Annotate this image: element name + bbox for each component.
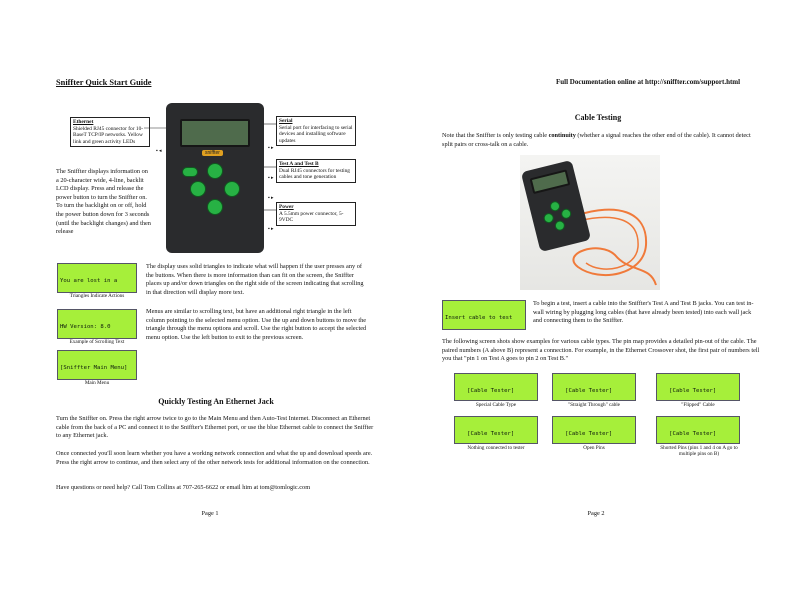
photo-button <box>560 208 572 220</box>
page1-title: Sniffter Quick Start Guide <box>56 78 152 87</box>
lcd-line: You are lost in a <box>60 277 118 284</box>
sniffter-device <box>166 103 264 253</box>
lcd-cable-screen <box>656 373 740 401</box>
lcd-line: [Cable Tester] <box>457 387 515 394</box>
test-b-marker: ▪ ▸ <box>268 196 274 201</box>
screen-caption: Special Cable Type <box>475 402 517 408</box>
down-button[interactable] <box>207 199 223 215</box>
note-text: (whether a signal reaches the other end of the cable). It cannot detect split pairs or cross-talk on a cable. <box>442 132 751 148</box>
power-port-marker: ▪ ▸ <box>268 227 274 232</box>
lcd-line: HW Version: 8.0 <box>60 323 111 330</box>
ethernet-callout-text: Shielded RJ45 connector for 10-BaseT TCP/IP networks. Yellow link and green activity LEDs <box>73 125 144 145</box>
lcd-main-menu <box>57 350 137 380</box>
ethernet-callout-title: Ethernet <box>73 119 94 125</box>
lcd-actions <box>57 263 137 293</box>
power-callout-text: A 5.5mm power connector, 5-9VDC <box>279 210 344 224</box>
continuity-note <box>442 132 760 149</box>
power-callout-title: Power <box>279 204 294 210</box>
lcd-cable-screen <box>454 373 538 401</box>
photo-button <box>543 212 555 224</box>
screen-caption: "Flipped" Cable <box>681 402 715 408</box>
serial-port-marker: ▪ ▸ <box>268 146 274 151</box>
serial-callout-title: Serial <box>279 118 293 124</box>
up-button[interactable] <box>207 163 223 179</box>
page2-number: Page 2 <box>587 510 605 517</box>
lcd-scrolling <box>57 309 137 339</box>
lcd-cable-screen <box>552 416 636 444</box>
help-paragraph: Have questions or need help? Call Tom Collins at 707-265-6622 or email him at tom@tomlogic.com <box>56 484 311 491</box>
photo-button <box>554 220 566 232</box>
device-logo: sniffter <box>202 150 223 156</box>
begin-paragraph: To begin a test, insert a cable into the Sniffter's Test A and Test B jacks. You can test in-wall wiring by plugging long cables (that have already been tested) into each wall jack and connecting them to the Sniffter. <box>533 300 754 325</box>
screen-caption: Open Pins <box>583 445 605 451</box>
testing-paragraph-2: Once connected you'll soon learn whether you have a working network connection and what the up and download speeds are. Press the right arrow to continue, and then select any of the other network tests for additional information on the connection. <box>56 450 373 466</box>
lcd-line: [Cable Tester] <box>457 430 515 437</box>
lcd-actions-caption: Triangles Indicate Actions <box>69 293 125 299</box>
docs-header: Full Documentation online at http://sniffter.com/support.html <box>556 78 741 86</box>
device-screen <box>180 119 250 147</box>
lcd-line: [Cable Tester] <box>659 430 717 437</box>
lcd-line: [Cable Tester] <box>659 387 717 394</box>
lcd-line: [Cable Tester] <box>555 430 613 437</box>
note-text: Note that the Sniffter is only testing cable <box>442 132 549 139</box>
cable-testing-title: Cable Testing <box>574 113 622 122</box>
power-button[interactable] <box>182 167 198 177</box>
testing-paragraph-1: Turn the Sniffter on. Press the right arrow twice to go to the Main Menu and then Auto-Test Internet. Disconnect an Ethernet cable from the back of a PC and connect it to the Sniffter's Ethernet port, or use the blue Ethernet cable to connect the Sniffter to any Ethernet jack. <box>56 415 374 440</box>
section-heading: Quickly Testing An Ethernet Jack <box>158 397 274 406</box>
screen-caption: Shorted Pins (pins 1 and 4 on A go to multiple pins on B) <box>660 445 738 458</box>
test-callout-text: Dual RJ45 connectors for testing cables and tone generation <box>279 167 350 181</box>
serial-callout-text: Serial port for interfacing to serial devices and installing software updates <box>279 124 353 144</box>
lcd-main-menu-caption: Main Menu <box>84 380 110 386</box>
page1-number: Page 1 <box>201 510 219 517</box>
lcd-cable-screen <box>552 373 636 401</box>
ethernet-port-marker: ▪ ◂ <box>156 149 162 154</box>
lcd-line: [Sniffter Main Menu] <box>60 364 128 371</box>
lcd-cable-screen <box>656 416 740 444</box>
photo-device-screen <box>530 169 571 194</box>
test-callout-title: Test A and Test B <box>279 161 319 167</box>
menus-paragraph: Menus are similar to scrolling text, but have an additional right triangle in the left column pointing to the selected menu option. Use the up and down buttons to move the triangle through the menu options and scroll. Use the right button to accept the selected menu option. Use the left button to exit to the previous screen. <box>146 308 367 341</box>
left-button[interactable] <box>190 181 206 197</box>
lcd-line: Insert cable to test <box>445 314 513 321</box>
right-button[interactable] <box>224 181 240 197</box>
pinmap-paragraph: The following screen shots show examples for various cable types. The pin map provides a detailed pin-out of the cable. The paired numbers (A above B) represent a connection. For example, in the Ethernet Crossover shot, the first pair of numbers tell you that "pin 1 on Test A goes to pin 2 on Test B." <box>442 338 760 363</box>
lcd-cable-screen <box>454 416 538 444</box>
device-photo <box>520 155 660 290</box>
lcd-scrolling-caption: Example of Scrolling Text <box>69 339 125 345</box>
lcd-insert-cable <box>442 300 526 330</box>
screen-caption: Nothing connected to tester <box>467 445 525 451</box>
test-a-marker: ▪ ▸ <box>268 176 274 181</box>
intro-paragraph: The Sniffter displays information on a 20-character wide, 4-line, backlit LCD display. Press and release the power button to turn the Sniffter on. To turn the backlight on or off, hold the power button down for 3 seconds (until the backlight changes) and then release <box>56 168 151 236</box>
lcd-line: [Cable Tester] <box>555 387 613 394</box>
photo-button <box>549 200 561 212</box>
triangles-paragraph: The display uses solid triangles to indicate what will happen if the user presses any of the buttons. When there is more information than can fit on the screen, the Sniffter places up and/or down triangles on the right side of the screen indicating that scrolling in that direction will display more text. <box>146 263 364 296</box>
note-bold-word: continuity <box>548 132 576 139</box>
screen-caption: "Straight Through" cable <box>568 402 620 408</box>
